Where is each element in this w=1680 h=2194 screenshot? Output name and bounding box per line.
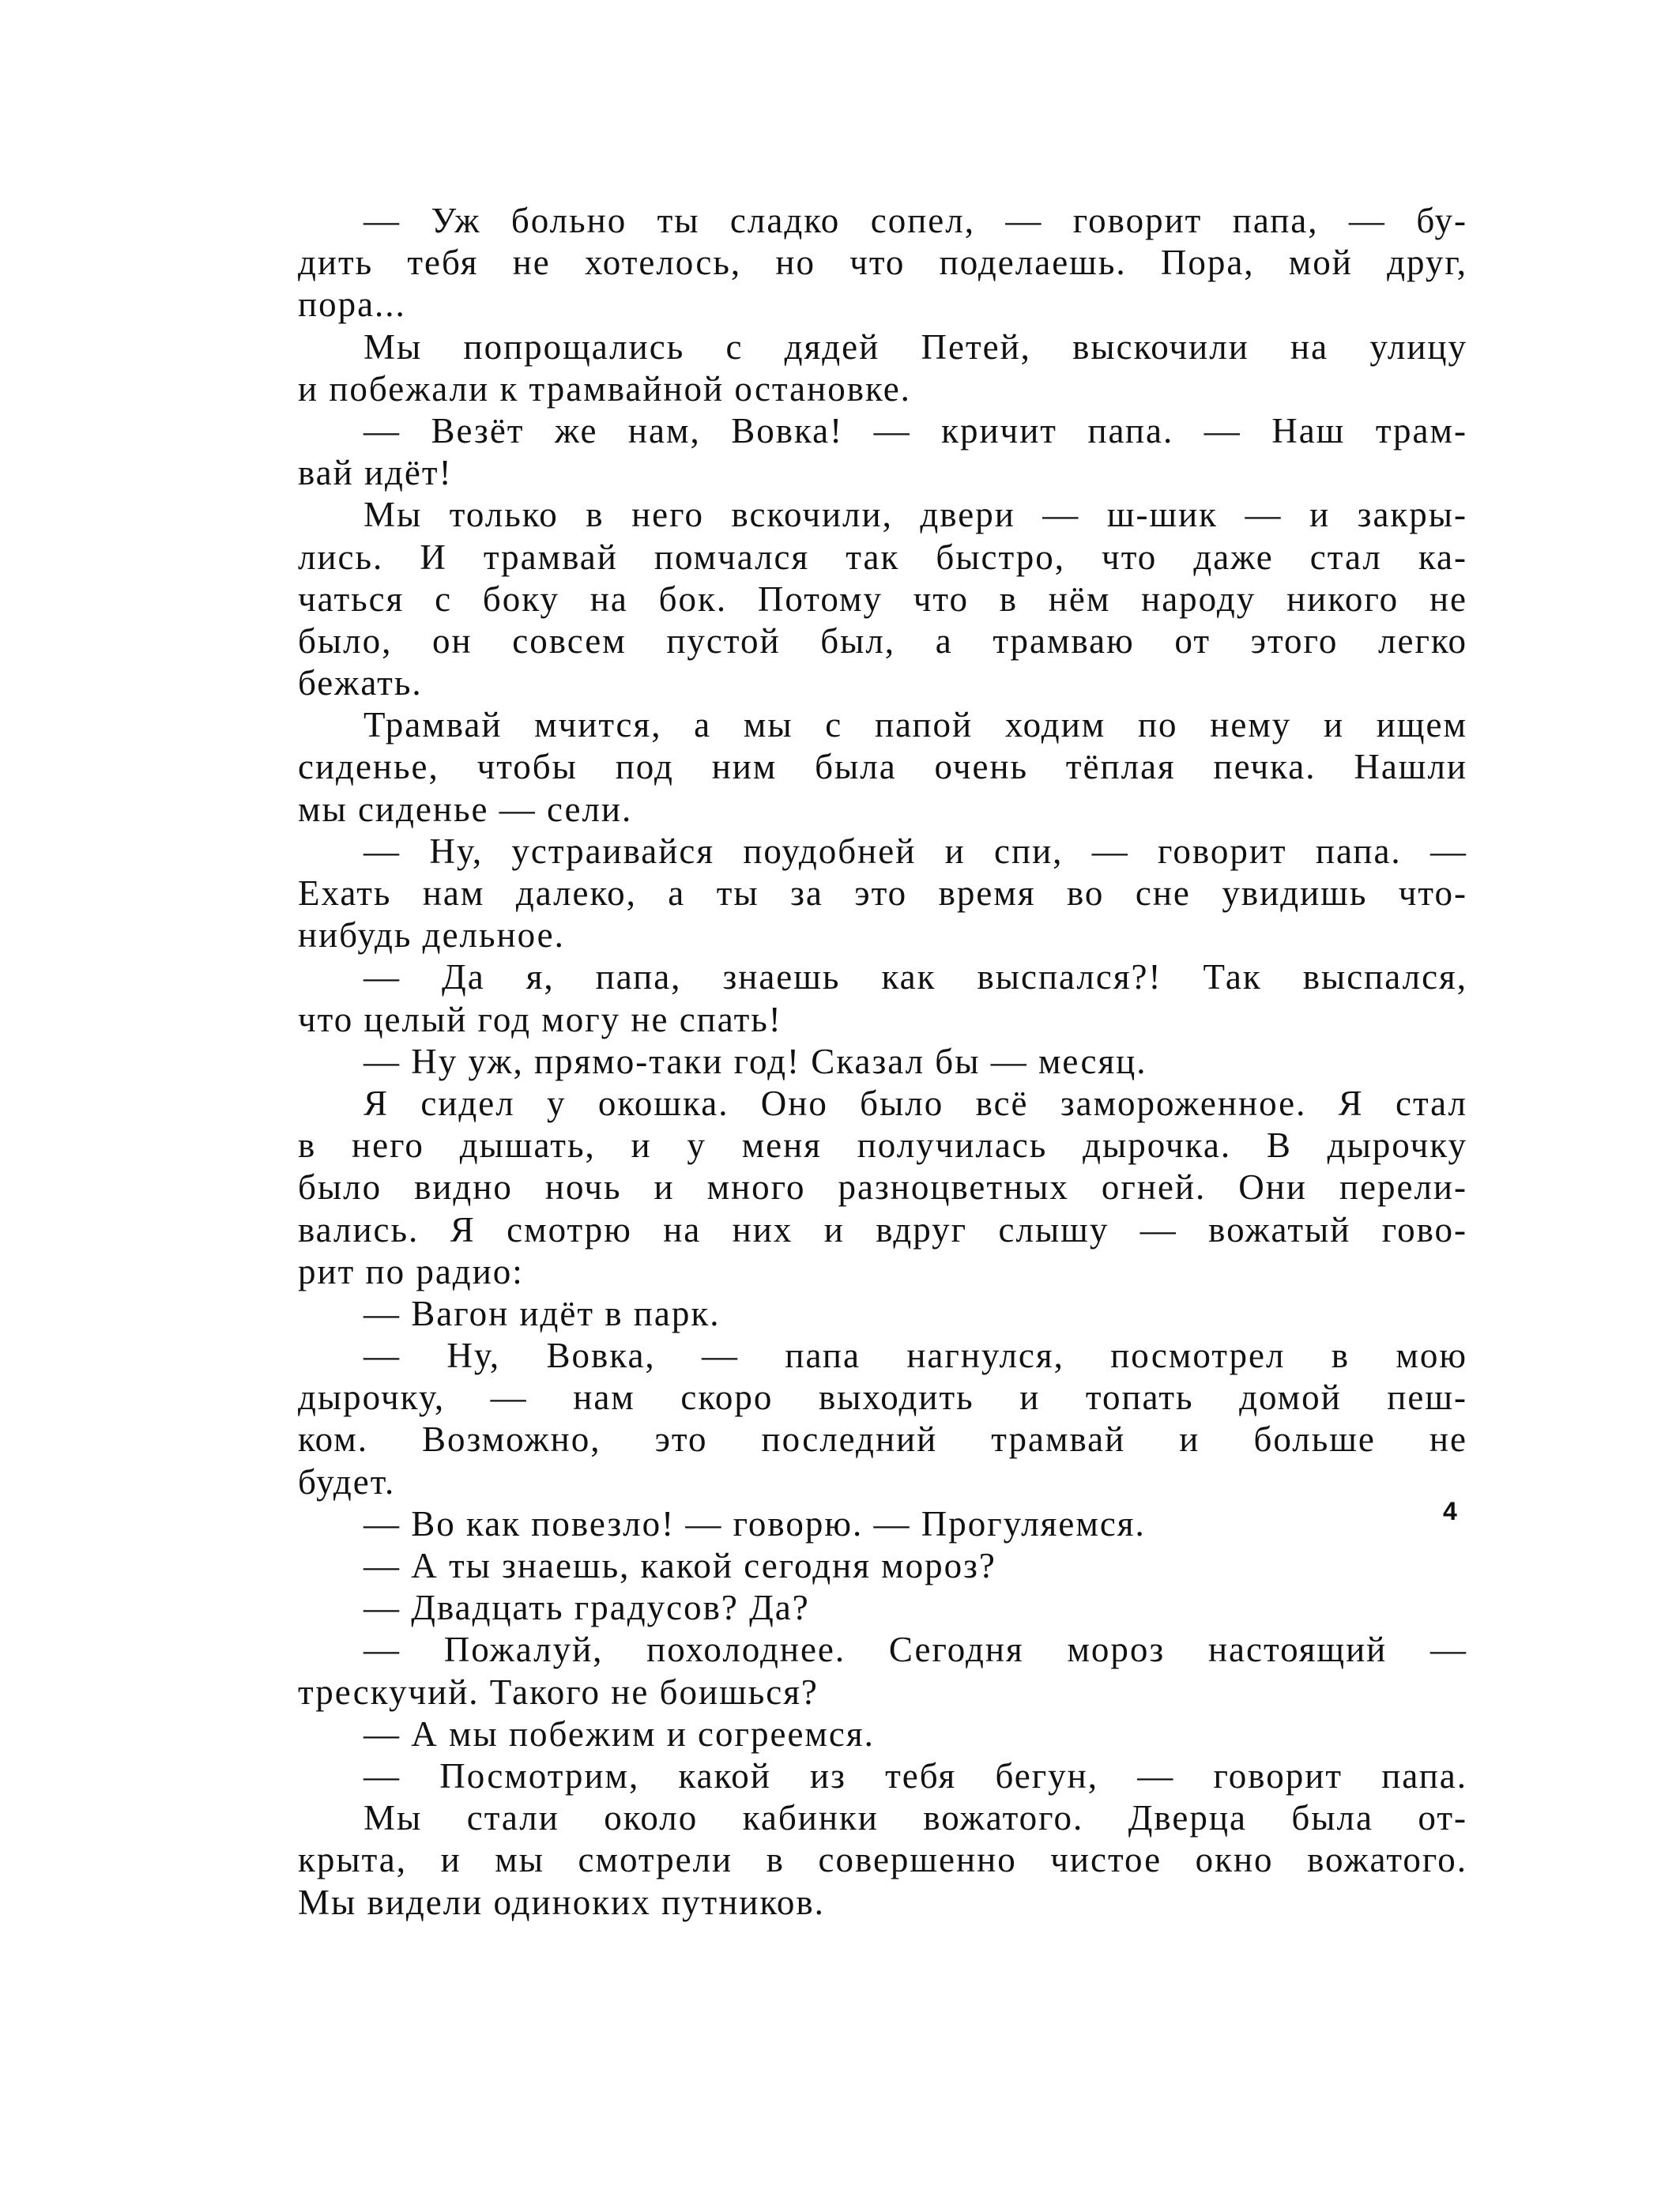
text-line: мы сиденье — сели. (298, 789, 633, 829)
paragraph-12 (298, 1503, 1467, 1545)
text-line: Трамвай мчится, а мы с папой ходим по нему и ищем (363, 705, 1467, 745)
text-line: было видно ночь и много разноцветных огней. Они перели- (298, 1167, 1467, 1208)
text-line: — Уж больно ты сладко сопел, — говорит папа, — бу- (363, 201, 1467, 240)
text-line: вай идёт! (298, 453, 453, 493)
text-line: крыта, и мы смотрели в совершенно чистое окно вожатого. (298, 1840, 1467, 1880)
text-line: чаться с боку на бок. Потому что в нём народу никого не (298, 579, 1467, 619)
text-line: — Ну, Вовка, — папа нагнулся, посмотрел в мою (363, 1336, 1467, 1376)
text-line: Мы видели одиноких путников. (298, 1882, 825, 1922)
text-line: — Ну, устраивайся поудобней и спи, — говорит папа. — (363, 831, 1467, 871)
text-line: вались. Я смотрю на них и вдруг слышу — вожатый гово- (298, 1209, 1467, 1250)
text-line: Мы только в него вскочили, двери — ш-шик — и закры- (363, 495, 1467, 535)
paragraph-11 (298, 1335, 1467, 1503)
text-line: — Ну уж, прямо-таки год! Сказал бы — месяц. (363, 1041, 1147, 1081)
paragraph-17 (298, 1755, 1467, 1797)
text-line: сиденье, чтобы под ним была очень тёплая печка. Нашли (298, 747, 1467, 787)
paragraph-8 (298, 1041, 1467, 1083)
text-line: пора... (298, 285, 406, 325)
text-line: — Посмотрим, какой из тебя бегун, — говорит папа. (363, 1755, 1467, 1796)
paragraph-3 (298, 410, 1467, 494)
paragraph-9 (298, 1083, 1467, 1293)
paragraph-4 (298, 494, 1467, 704)
paragraph-10 (298, 1293, 1467, 1335)
paragraph-2 (298, 326, 1467, 410)
page-number: 4 (1443, 1497, 1457, 1525)
text-line: — А мы побежим и согреемся. (363, 1713, 875, 1754)
text-line: Мы стали около кабинки вожатого. Дверца была от- (363, 1798, 1467, 1838)
paragraph-6 (298, 831, 1467, 957)
text-line: было, он совсем пустой был, а трамваю от этого легко (298, 620, 1467, 661)
paragraph-16 (298, 1713, 1467, 1755)
text-line: в него дышать, и у меня получилась дырочка. В дырочку (298, 1125, 1467, 1166)
text-line: что целый год могу не спать! (298, 999, 782, 1039)
paragraph-15 (298, 1629, 1467, 1713)
text-line: — Пожалуй, похолоднее. Сегодня мороз настоящий — (363, 1630, 1467, 1670)
text-line: бежать. (298, 663, 423, 703)
text-line: Я сидел у окошка. Оно было всё замороженное. Я стал (363, 1083, 1467, 1123)
text-line: лись. И трамвай помчался так быстро, что даже стал ка- (298, 537, 1467, 577)
text-line: дить тебя не хотелось, но что поделаешь. Пора, мой друг, (298, 243, 1467, 283)
text-line: ком. Возможно, это последний трамвай и больше не (298, 1419, 1467, 1460)
paragraph-7 (298, 956, 1467, 1040)
text-line: и побежали к трамвайной остановке. (298, 368, 911, 409)
text-line: — Везёт же нам, Вовка! — кричит папа. — Наш трам- (363, 410, 1467, 450)
text-line: рит по радио: (298, 1251, 524, 1291)
text-line: — Во как повезло! — говорю. — Прогуляемся. (363, 1503, 1146, 1544)
text-line: дырочку, — нам скоро выходить и топать домой пеш- (298, 1378, 1467, 1418)
paragraph-14 (298, 1587, 1467, 1629)
paragraph-1 (298, 200, 1467, 326)
text-line: нибудь дельное. (298, 915, 565, 956)
page-text (298, 200, 1467, 1924)
text-line: — Да я, папа, знаешь как выспался?! Так выспался, (363, 957, 1467, 997)
text-line: будет. (298, 1461, 396, 1502)
paragraph-13 (298, 1545, 1467, 1587)
text-line: трескучий. Такого не боишься? (298, 1672, 819, 1712)
paragraph-5 (298, 704, 1467, 831)
text-line: — А ты знаешь, какой сегодня мороз? (363, 1546, 996, 1585)
text-line: — Вагон идёт в парк. (363, 1293, 721, 1333)
text-line: — Двадцать градусов? Да? (363, 1588, 810, 1628)
text-line: Мы попрощались с дядей Петей, выскочили на улицу (363, 326, 1467, 367)
paragraph-18 (298, 1797, 1467, 1924)
text-line: Ехать нам далеко, а ты за это время во сне увидишь что- (298, 873, 1467, 913)
